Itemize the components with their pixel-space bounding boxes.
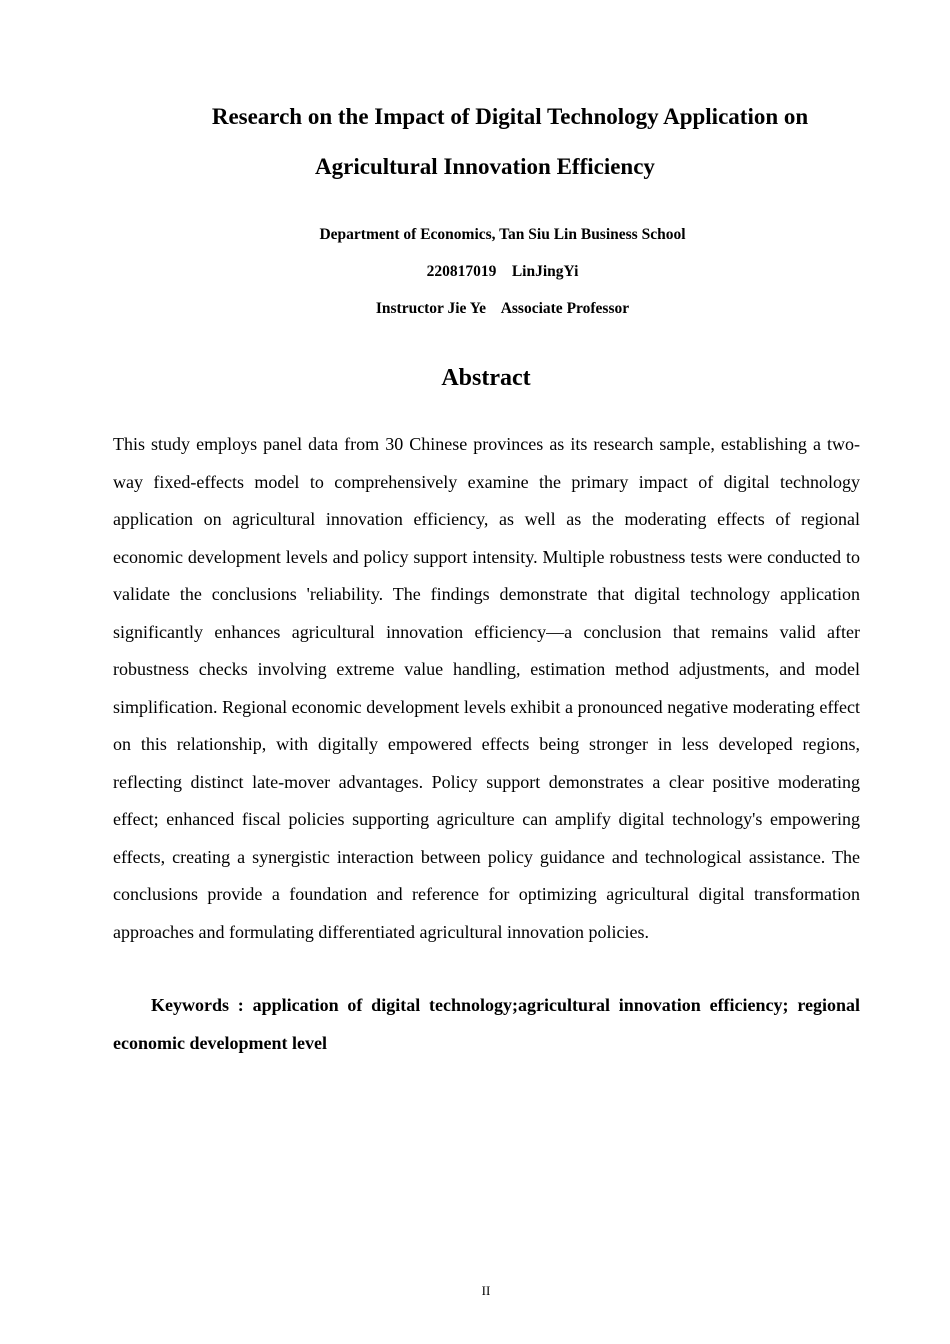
keywords-line: Keywords : application of digital technology;agricultural innovation efficiency; regional economic development level — [113, 995, 860, 1053]
abstract-body: This study employs panel data from 30 Chinese provinces as its research sample, establishing a two-way fixed-effects model to comprehensively examine the primary impact of digital technology application on agricultural innovation efficiency, as well as the moderating effects of regional economic development levels and policy support intensity. Multiple robustness tests were conducted to validate the conclusions 'reliability. The findings demonstrate that digital technology application significantly enhances agricultural innovation efficiency—a conclusion that remains valid after robustness checks involving extreme value handling, estimation method adjustments, and model simplification. Regional economic development levels exhibit a pronounced negative moderating effect on this relationship, with digitally empowered effects being stronger in less developed regions, reflecting distinct late-mover advantages. Policy support demonstrates a clear positive moderating effect; enhanced fiscal policies supporting agriculture can amplify digital technology's empowering effects, creating a synergistic interaction between policy guidance and technological assistance. The conclusions provide a foundation and reference for optimizing agricultural digital transformation approaches and formulating differentiated agricultural innovation policies. — [113, 434, 860, 942]
abstract-heading: Abstract — [441, 365, 531, 391]
paper-title-line-2: Agricultural Innovation Efficiency — [315, 154, 655, 179]
instructor-line: Instructor Jie Ye Associate Professor — [375, 300, 630, 317]
paper-title-line-1: Research on the Impact of Digital Technology Application on — [211, 104, 809, 129]
page-number: II — [481, 1283, 491, 1298]
department-line: Department of Economics, Tan Siu Lin Business School — [319, 226, 686, 243]
student-id-name-line: 220817019 LinJingYi — [426, 263, 579, 280]
